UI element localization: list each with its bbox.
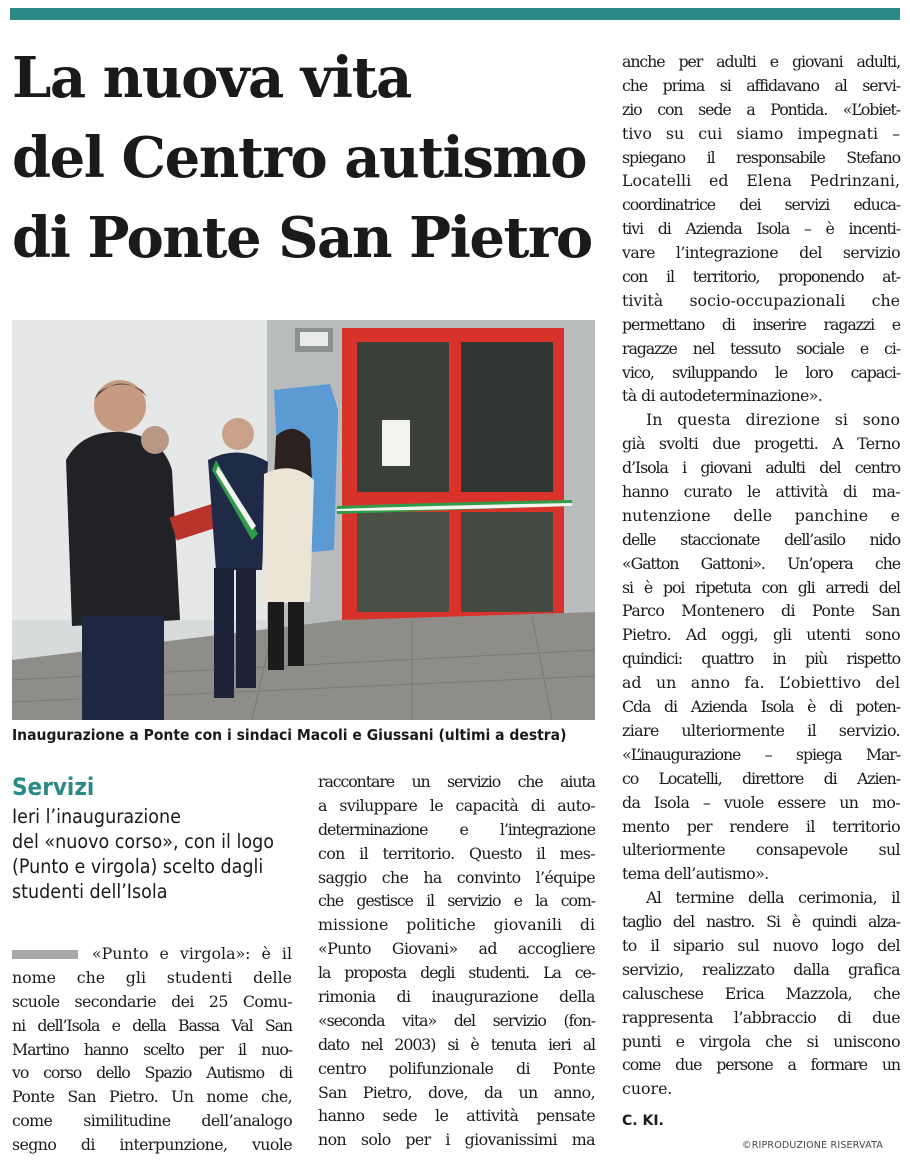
headline	[12, 38, 607, 278]
photo-icon	[12, 320, 595, 720]
body-line: delle staccionate dell’asilo nido	[622, 529, 900, 549]
body-line: tà di autodeterminazione».	[622, 386, 823, 406]
article-column-2	[318, 770, 595, 1152]
body-line: segno di interpunzione, vuole	[12, 1135, 292, 1155]
body-line: scuole secondarie dei 25 Comu-	[12, 991, 292, 1011]
body-line: da Isola – vuole essere un mo-	[622, 792, 900, 812]
body-line: vo corso dello Spazio Autismo di	[12, 1063, 292, 1083]
body-line: coordinatrice dei servizi educa-	[622, 195, 900, 215]
body-line: ziare ulteriormente il servizio.	[622, 720, 900, 740]
body-line: In questa direzione si sono	[646, 410, 900, 430]
body-line: come due persone a formare un	[622, 1055, 900, 1075]
body-line: co Locatelli, direttore di Azien-	[622, 768, 900, 788]
body-line: tività socio-occupazionali che	[622, 290, 900, 310]
body-line: tivo su cui siamo impegnati –	[622, 123, 900, 143]
body-line: non solo per i giovanissimi ma	[318, 1130, 595, 1150]
body-line: mento per rendere il territorio	[622, 816, 900, 836]
body-line: Parco Montenero di Ponte San	[622, 601, 900, 621]
photo-caption: Inaugurazione a Ponte con i sindaci Macoli e Giussani (ultimi a destra)	[12, 726, 567, 744]
body-line: permettano di inserire ragazzi e	[622, 314, 900, 334]
body-line: tema dell’autismo».	[622, 864, 769, 884]
summary-line: (Punto e virgola) scelto dagli	[12, 855, 264, 878]
article-column-3	[622, 50, 900, 1101]
body-line: spiegano il responsabile Stefano	[622, 147, 900, 167]
body-line: rappresenta l’abbraccio di due	[622, 1007, 900, 1027]
body-line: già svolti due progetti. A Terno	[622, 434, 900, 454]
body-line: come similitudine dell’analogo	[12, 1111, 292, 1131]
body-line: la proposta degli studenti. La ce-	[318, 963, 595, 983]
body-line: «Punto Giovani» ad accogliere	[318, 939, 595, 959]
body-line: Locatelli ed Elena Pedrinzani,	[622, 171, 900, 191]
body-line: nutenzione delle panchine e	[622, 505, 900, 525]
body-line: «Punto e virgola»: è il	[12, 942, 292, 966]
article-column-1	[12, 942, 292, 1157]
body-line: nome che gli studenti delle	[12, 967, 292, 987]
summary-line: del «nuovo corso», con il logo	[12, 830, 274, 853]
summary-line: studenti dell’Isola	[12, 880, 168, 903]
body-line: raccontare un servizio che aiuta	[318, 772, 595, 791]
body-line: «Gatton Gattoni». Un’opera che	[622, 553, 900, 573]
body-line: hanno curato le attività di ma-	[622, 482, 900, 502]
body-line: San Pietro, dove, da un anno,	[318, 1082, 595, 1102]
headline-line: di Ponte San Pietro	[12, 205, 592, 271]
body-line: to il sipario sul nuovo logo del	[622, 935, 900, 955]
body-line: punti e virgola che si uniscono	[622, 1031, 900, 1051]
summary-line: Ieri l’inaugurazione	[12, 805, 181, 828]
body-line: a sviluppare le capacità di auto-	[318, 795, 595, 815]
body-line: caluschese Erica Mazzola, che	[622, 983, 900, 1003]
body-line: servizio, realizzato dalla grafica	[622, 959, 900, 979]
body-line: Al termine della cerimonia, il	[646, 888, 900, 908]
body-line: con il territorio, proponendo at-	[622, 267, 900, 287]
section-top-bar	[10, 8, 900, 20]
headline-line: La nuova vita	[12, 45, 411, 111]
body-line: centro polifunzionale di Ponte	[318, 1058, 595, 1078]
article-summary	[12, 804, 292, 904]
body-line: con il territorio. Questo il mes-	[318, 843, 595, 863]
body-line: che prima si affidavano al servi-	[622, 75, 900, 95]
body-line: vico, sviluppando le loro capaci-	[622, 362, 900, 382]
body-line: si è poi ripetuta con gli arredi del	[622, 577, 900, 597]
body-line: hanno sede le attività pensate	[318, 1106, 595, 1126]
body-line: «L’inaugurazione – spiega Mar-	[622, 744, 900, 764]
body-line: taglio del nastro. Si è quindi alza-	[622, 912, 900, 932]
body-line: tivi di Azienda Isola – è incenti-	[622, 219, 900, 239]
body-line: anche per adulti e giovani adulti,	[622, 52, 900, 71]
author-signature: C. KI.	[622, 1113, 664, 1129]
body-line: determinazione e l’integrazione	[318, 819, 595, 839]
body-line: d’Isola i giovani adulti del centro	[622, 458, 900, 478]
body-line: che gestisce il servizio e la com-	[318, 891, 595, 911]
body-line: Martino hanno scelto per il nuo-	[12, 1039, 292, 1059]
body-line: saggio che ha convinto l’équipe	[318, 867, 595, 887]
body-line: ragazze nel tessuto sociale e ci-	[622, 338, 900, 358]
body-line: zio con sede a Pontida. «L’obiet-	[622, 99, 900, 119]
body-line: vare l’integrazione del servizio	[622, 243, 900, 263]
body-line: dato nel 2003) si è tenuta ieri al	[318, 1034, 595, 1054]
section-kicker: Servizi	[12, 773, 95, 801]
inauguration-photo	[12, 320, 595, 720]
headline-line: del Centro autismo	[12, 125, 586, 191]
body-line: ulteriormente consapevole sul	[622, 840, 900, 860]
body-line: Pietro. Ad oggi, gli utenti sono	[622, 625, 900, 645]
body-line: ad un anno fa. L’obiettivo del	[622, 673, 900, 693]
body-line: missione politiche giovanili di	[318, 915, 595, 935]
body-line: quindici: quattro in più rispetto	[622, 649, 900, 669]
body-line: cuore.	[622, 1079, 673, 1099]
body-line: rimonia di inaugurazione della	[318, 987, 595, 1007]
body-line: Cda di Azienda Isola è di poten-	[622, 697, 900, 717]
body-line: «seconda vita» del servizio (fon-	[318, 1010, 595, 1030]
body-line: ni dell’Isola e della Bassa Val San	[12, 1015, 292, 1035]
lead-rule	[12, 950, 78, 959]
copyright-notice: ©RIPRODUZIONE RISERVATA	[742, 1140, 884, 1151]
body-line: Ponte San Pietro. Un nome che,	[12, 1087, 292, 1107]
